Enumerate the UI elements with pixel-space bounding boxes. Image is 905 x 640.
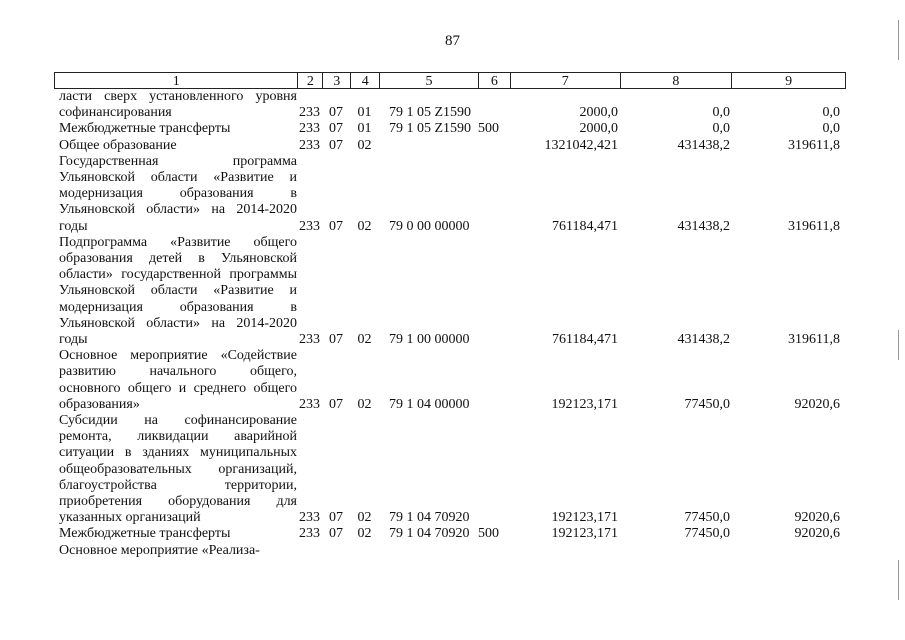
row-amount-8: 431438,2 bbox=[677, 332, 730, 348]
row-code-4: 02 bbox=[357, 137, 372, 153]
row-amount-9: 319611,8 bbox=[788, 218, 840, 234]
row-amount-8: 0,0 bbox=[712, 105, 730, 121]
row-amount-9: 319611,8 bbox=[788, 332, 840, 348]
scan-margin-mark bbox=[898, 20, 899, 60]
row-code-3: 07 bbox=[329, 121, 343, 137]
row-amount-8: 77450,0 bbox=[684, 526, 730, 542]
table-row bbox=[54, 413, 846, 526]
row-name: ласти сверх установленного уровня софинансирования bbox=[59, 89, 297, 121]
row-name: Межбюджетные трансферты bbox=[59, 526, 231, 542]
table-row bbox=[54, 348, 846, 413]
row-amount-8: 431438,2 bbox=[677, 218, 730, 234]
row-code-5: 79 1 05 Z1590 bbox=[389, 121, 472, 137]
row-code-5: 79 1 04 00000 bbox=[389, 396, 470, 412]
column-header-7: 7 bbox=[510, 73, 620, 88]
row-code-4: 02 bbox=[357, 332, 372, 348]
row-amount-8: 431438,2 bbox=[677, 137, 730, 153]
table-row bbox=[54, 138, 846, 154]
row-code-4: 02 bbox=[357, 218, 372, 234]
row-code-2: 233 bbox=[299, 218, 320, 234]
row-code-5: 79 1 04 70920 bbox=[389, 510, 470, 526]
row-amount-8: 77450,0 bbox=[684, 510, 730, 526]
row-code-2: 233 bbox=[299, 121, 320, 137]
row-code-4: 02 bbox=[357, 396, 372, 412]
row-amount-9: 92020,6 bbox=[794, 396, 840, 412]
row-code-5: 79 1 04 70920 bbox=[389, 526, 470, 542]
scan-margin-mark bbox=[898, 330, 899, 360]
row-amount-9: 319611,8 bbox=[788, 137, 840, 153]
row-code-2: 233 bbox=[299, 137, 320, 153]
row-code-2: 233 bbox=[299, 396, 320, 412]
column-header-4: 4 bbox=[350, 73, 379, 88]
row-amount-9: 0,0 bbox=[822, 105, 840, 121]
column-header-5: 5 bbox=[379, 73, 478, 88]
row-amount-7: 1321042,421 bbox=[544, 137, 618, 153]
row-code-4: 01 bbox=[357, 121, 372, 137]
column-header-6: 6 bbox=[478, 73, 510, 88]
row-amount-8: 77450,0 bbox=[684, 396, 730, 412]
row-code-4: 02 bbox=[357, 526, 372, 542]
table-row bbox=[54, 543, 846, 559]
row-code-2: 233 bbox=[299, 510, 320, 526]
row-code-3: 07 bbox=[329, 396, 343, 412]
row-amount-7: 2000,0 bbox=[579, 121, 618, 137]
row-amount-9: 92020,6 bbox=[794, 526, 840, 542]
row-name: Основное мероприятие «Содействие развитию начального общего, основного общего и среднего общего образования» bbox=[59, 348, 297, 412]
column-header-1: 1 bbox=[172, 74, 180, 89]
row-code-3: 07 bbox=[329, 332, 343, 348]
row-amount-7: 2000,0 bbox=[579, 105, 618, 121]
row-code-5: 79 0 00 00000 bbox=[389, 218, 470, 234]
column-header-8: 8 bbox=[620, 73, 732, 88]
row-code-5: 79 1 05 Z1590 bbox=[389, 105, 472, 121]
row-code-4: 01 bbox=[357, 105, 372, 121]
row-code-3: 07 bbox=[329, 137, 343, 153]
column-header-9: 9 bbox=[731, 73, 845, 88]
row-code-2: 233 bbox=[299, 105, 320, 121]
table-row bbox=[54, 154, 846, 235]
row-code-3: 07 bbox=[329, 105, 343, 121]
row-code-5: 79 1 00 00000 bbox=[389, 332, 470, 348]
row-name: Подпрограмма «Развитие общего образования детей в Ульяновской области» государственной программы Ульяновской области «Развитие и модернизация образования в Ульяновской области» на 2014-2020 годы bbox=[59, 234, 297, 348]
row-name: Субсидии на софинансирование ремонта, ликвидации аварийной ситуации в зданиях муниципальных общеобразовательных организаций, благоустройства территории, приобретения оборудования для указанных организаций bbox=[59, 413, 297, 526]
row-amount-7: 192123,171 bbox=[551, 526, 618, 542]
row-name: Общее образование bbox=[59, 137, 177, 153]
page-number: 87 bbox=[445, 33, 460, 49]
scan-margin-mark bbox=[898, 560, 899, 600]
row-amount-9: 92020,6 bbox=[794, 510, 840, 526]
table-body bbox=[54, 89, 846, 559]
row-code-4: 02 bbox=[357, 510, 372, 526]
table-row bbox=[54, 526, 846, 542]
column-header-2: 2 bbox=[297, 73, 322, 88]
column-header-3: 3 bbox=[322, 73, 350, 88]
row-amount-7: 761184,471 bbox=[552, 218, 618, 234]
row-code-3: 07 bbox=[329, 218, 343, 234]
row-amount-9: 0,0 bbox=[822, 121, 840, 137]
budget-table bbox=[54, 72, 846, 559]
row-amount-7: 192123,171 bbox=[551, 510, 618, 526]
row-name: Основное мероприятие «Реализа- bbox=[59, 542, 260, 558]
row-name: Государственная программа Ульяновской области «Развитие и модернизация образования в Ульяновской области» на 2014-2020 годы bbox=[59, 153, 297, 234]
table-header-row bbox=[54, 72, 846, 89]
row-code-2: 233 bbox=[299, 332, 320, 348]
row-amount-7: 192123,171 bbox=[551, 396, 618, 412]
table-row bbox=[54, 235, 846, 348]
row-code-6: 500 bbox=[478, 526, 499, 542]
row-code-3: 07 bbox=[329, 526, 343, 542]
table-row bbox=[54, 89, 846, 121]
row-amount-7: 761184,471 bbox=[552, 332, 618, 348]
row-code-6: 500 bbox=[478, 121, 499, 137]
row-name: Межбюджетные трансферты bbox=[59, 121, 231, 137]
row-amount-8: 0,0 bbox=[712, 121, 730, 137]
row-code-2: 233 bbox=[299, 526, 320, 542]
row-code-3: 07 bbox=[329, 510, 343, 526]
table-row bbox=[54, 121, 846, 137]
